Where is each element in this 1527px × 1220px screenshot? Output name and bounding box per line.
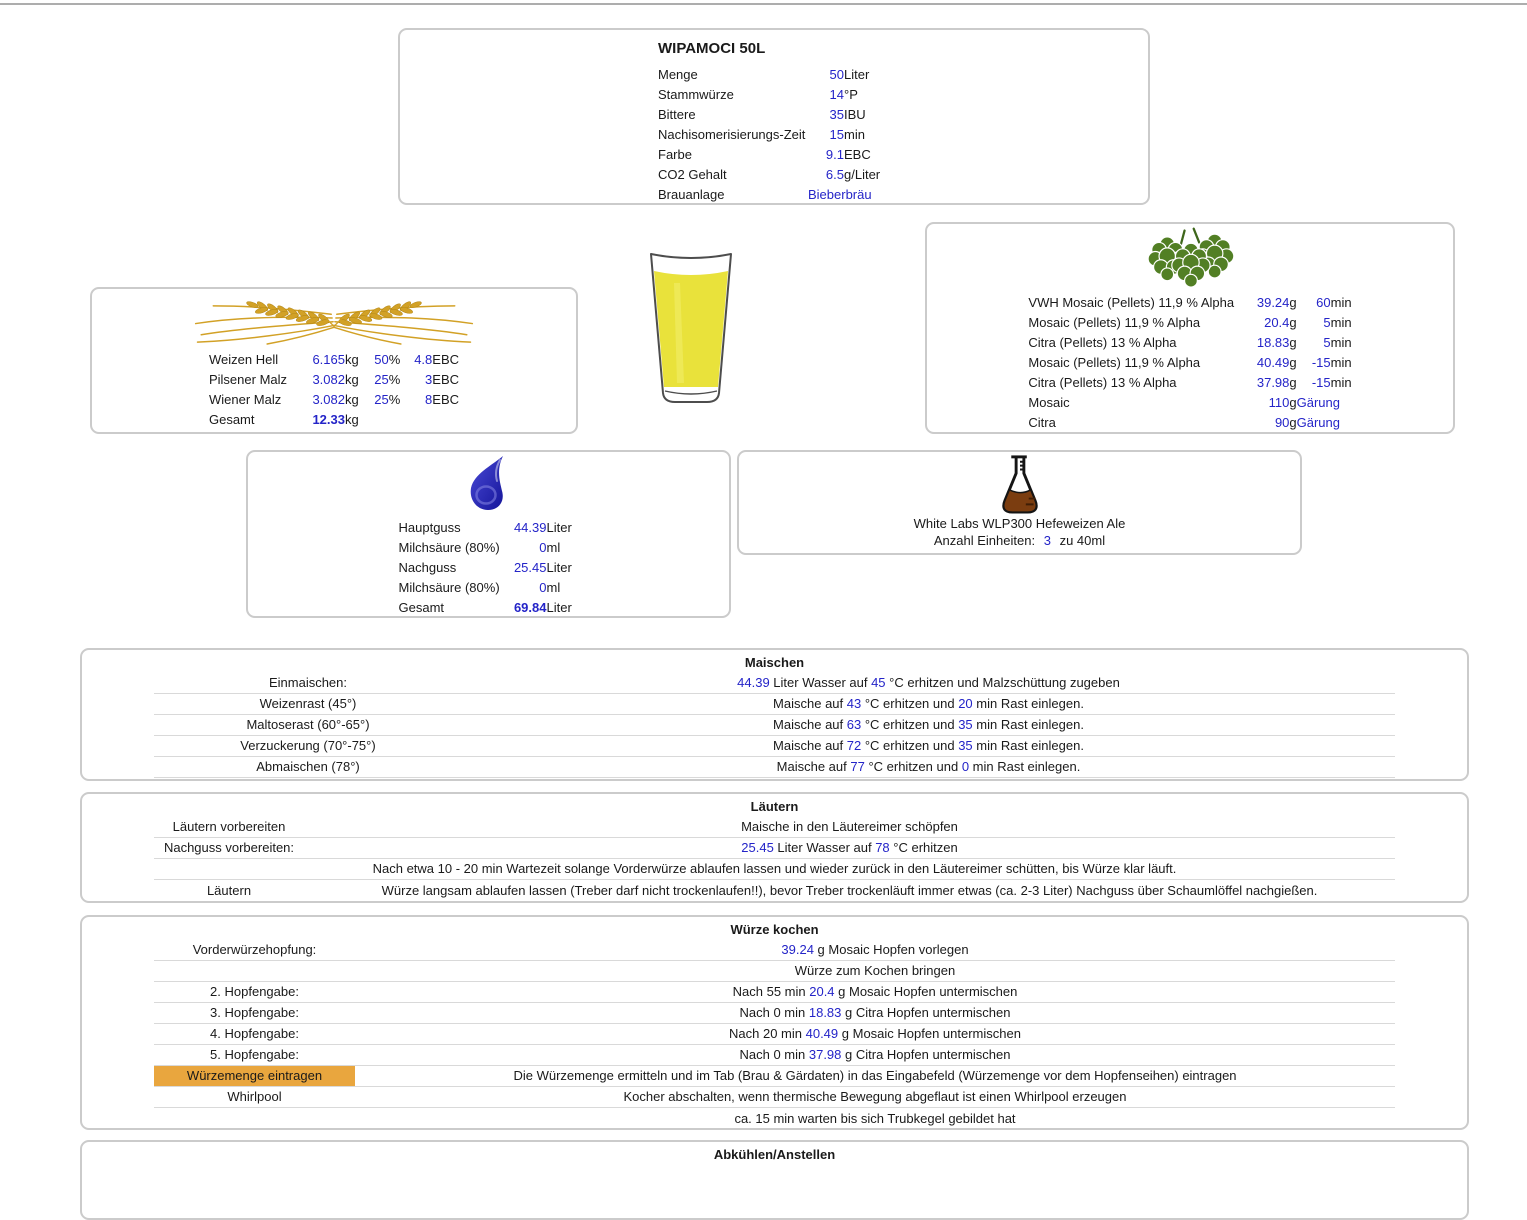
section-title: Läutern — [750, 799, 799, 814]
field-label: Menge — [658, 66, 698, 82]
water-unit: ml — [546, 539, 561, 555]
water-card — [246, 450, 731, 618]
step-value[interactable]: 39.24 — [781, 942, 814, 957]
step-row — [154, 838, 1395, 859]
step-label: Läutern — [206, 882, 252, 898]
step-text: min Rast einlegen. — [972, 696, 1084, 711]
water-value[interactable]: 69.84 — [513, 599, 547, 615]
hop-amount-unit: g — [1289, 354, 1297, 370]
step-description — [304, 881, 1395, 901]
water-label: Milchsäure (80%) — [398, 579, 500, 595]
step-text: g Citra Hopfen untermischen — [841, 1047, 1011, 1062]
step-label: Verzuckerung (70°-75°) — [240, 738, 376, 753]
recipe-summary-card — [398, 28, 1150, 205]
malt-total-value[interactable]: 12.33 — [312, 411, 345, 427]
malt-name: Pilsener Malz — [208, 371, 288, 387]
step-row — [154, 859, 1395, 880]
step-value[interactable]: 25.45 — [741, 840, 774, 855]
step-label: 4. Hopfengabe: — [210, 1026, 299, 1041]
malt-row — [209, 349, 459, 369]
water-row — [399, 577, 579, 597]
step-row — [154, 817, 1395, 838]
hop-row — [1028, 392, 1351, 412]
step-row — [154, 1108, 1395, 1129]
malt-total-row — [209, 409, 459, 429]
malts-card — [90, 287, 578, 434]
field-label: Farbe — [658, 146, 692, 162]
step-description — [462, 715, 1395, 735]
malt-ebc-value[interactable]: 8 — [425, 391, 433, 407]
section-title: Würze kochen — [730, 922, 819, 937]
hops-table — [1028, 292, 1351, 432]
hop-row — [1028, 292, 1351, 312]
step-label: 2. Hopfengabe: — [210, 984, 299, 999]
section-title: Abkühlen/Anstellen — [713, 1147, 836, 1162]
step-text: °C erhitzen und — [861, 696, 959, 711]
hop-time-value[interactable]: 60 — [1316, 294, 1331, 310]
hops-card — [925, 222, 1455, 434]
step-text: g Mosaic Hopfen vorlegen — [813, 942, 969, 957]
step-text: Maische auf — [776, 759, 851, 774]
step-text: Nach 0 min — [739, 1005, 809, 1020]
hop-name: Mosaic (Pellets) 11,9 % Alpha — [1028, 354, 1201, 370]
malt-ebc-value[interactable]: 3 — [425, 371, 433, 387]
step-text: Nach etwa 10 - 20 min Wartezeit solange Vorderwürze ablaufen lassen und wieder zurück in den Läutereimer schütten, bis Würze klar läuft. — [372, 861, 1177, 876]
step-description — [355, 1066, 1395, 1086]
malt-name: Weizen Hell — [208, 351, 279, 367]
barley-ears-icon — [184, 292, 484, 344]
recipe-row — [658, 84, 880, 104]
hop-amount-value[interactable]: 40.49 — [1256, 354, 1290, 370]
step-row — [154, 1045, 1395, 1066]
hop-name: Mosaic — [1028, 394, 1070, 410]
step-label: Whirlpool — [227, 1089, 282, 1104]
hop-amount-value[interactable]: 110 — [1268, 394, 1290, 410]
water-unit: Liter — [546, 519, 572, 535]
step-description — [355, 940, 1395, 960]
step-row — [154, 1003, 1395, 1024]
field-unit: °P — [844, 86, 858, 102]
hop-amount-value[interactable]: 90 — [1274, 414, 1290, 430]
field-unit: g/Liter — [844, 166, 881, 182]
beer-glass-icon — [644, 245, 738, 411]
section-abkuehlen-anstellen — [80, 1140, 1469, 1220]
step-text: °C erhitzen und Malzschüttung zugeben — [885, 675, 1120, 690]
hop-time-value[interactable]: -15 — [1311, 354, 1331, 370]
field-label: Nachisomerisierungs-Zeit — [658, 126, 806, 142]
hop-name: VWH Mosaic (Pellets) 11,9 % Alpha — [1028, 294, 1235, 310]
section-steps — [154, 673, 1395, 778]
step-description — [462, 736, 1395, 756]
step-row — [154, 880, 1395, 901]
yeast-units-value[interactable]: 3 — [1043, 533, 1051, 548]
malt-amount-unit: kg — [344, 371, 359, 387]
step-value[interactable]: 35 — [958, 717, 973, 732]
step-description — [355, 1087, 1395, 1107]
water-unit: Liter — [546, 559, 572, 575]
yeast-units-suffix: zu 40ml — [1059, 533, 1106, 548]
step-description — [154, 859, 1395, 879]
step-value[interactable]: 43 — [846, 696, 862, 711]
hop-time-unit: min — [1330, 354, 1352, 370]
malt-total-unit: kg — [344, 411, 359, 427]
step-description — [355, 1003, 1395, 1023]
step-text: Maische auf — [773, 696, 847, 711]
yeast-card — [737, 450, 1302, 555]
malt-amount-unit: kg — [344, 391, 359, 407]
step-value[interactable]: 77 — [850, 759, 865, 774]
malt-ebc-unit: EBC — [432, 351, 460, 367]
step-label: 5. Hopfengabe: — [210, 1047, 299, 1062]
step-value[interactable]: 45 — [871, 675, 886, 690]
step-description — [304, 817, 1395, 837]
hop-time-unit: min — [1330, 334, 1352, 350]
field-value-link[interactable]: Bieberbräu — [808, 186, 872, 202]
water-label: Milchsäure (80%) — [398, 539, 500, 555]
hop-time-unit: min — [1330, 294, 1352, 310]
step-label: Weizenrast (45°) — [259, 696, 357, 711]
yeast-units-label: Anzahl Einheiten: — [933, 533, 1036, 548]
step-description — [355, 1109, 1395, 1129]
water-row — [399, 597, 579, 617]
section-steps — [154, 817, 1395, 901]
hop-name: Mosaic (Pellets) 11,9 % Alpha — [1028, 314, 1201, 330]
step-description — [462, 673, 1395, 693]
step-label: Abmaischen (78°) — [256, 759, 360, 774]
malt-row — [209, 389, 459, 409]
recipe-row — [658, 184, 880, 204]
step-row — [154, 940, 1395, 961]
water-value[interactable]: 0 — [539, 579, 547, 595]
step-text: Die Würzemenge ermitteln und im Tab (Brau & Gärdaten) in das Eingabefeld (Würzemenge vor dem Hopfenseihen) eintragen — [513, 1068, 1237, 1083]
water-row — [399, 517, 579, 537]
step-label: Vorderwürzehopfung: — [192, 942, 317, 957]
water-value[interactable]: 44.39 — [513, 519, 547, 535]
recipe-row — [658, 164, 880, 184]
malt-amount-value[interactable]: 6.165 — [312, 351, 345, 367]
hop-amount-unit: g — [1289, 314, 1297, 330]
step-value[interactable]: 18.83 — [808, 1005, 842, 1020]
step-text: g Citra Hopfen untermischen — [841, 1005, 1011, 1020]
step-description — [462, 694, 1395, 714]
hop-amount-value[interactable]: 20.4 — [1264, 314, 1290, 330]
malt-total-label: Gesamt — [208, 411, 255, 427]
section-lautern — [80, 792, 1469, 903]
recipe-row — [658, 64, 880, 84]
step-row — [154, 694, 1395, 715]
hop-name: Citra — [1028, 414, 1056, 430]
recipe-row — [658, 104, 880, 124]
hop-time-value[interactable]: 5 — [1323, 314, 1331, 330]
water-label: Hauptguss — [398, 519, 461, 535]
malt-percent-unit: % — [388, 371, 401, 387]
malt-percent-value[interactable]: 25 — [374, 371, 389, 387]
water-label: Nachguss — [398, 559, 457, 575]
hop-cones-icon — [1138, 226, 1243, 288]
section-title: Maischen — [744, 655, 805, 670]
step-label: Maltoserast (60°-65°) — [246, 717, 370, 732]
spacer-cell — [359, 409, 459, 429]
step-label: Einmaischen: — [268, 675, 348, 690]
water-table — [399, 517, 579, 617]
hop-row — [1028, 352, 1351, 372]
step-text: Maische in den Läutereimer schöpfen — [741, 819, 958, 834]
step-text: Nach 55 min — [732, 984, 810, 999]
hop-amount-unit: g — [1289, 414, 1297, 430]
step-row — [154, 1087, 1395, 1108]
malt-name: Wiener Malz — [208, 391, 282, 407]
step-text: Kocher abschalten, wenn thermische Bewegung abgeflaut ist einen Whirlpool erzeugen — [623, 1089, 1127, 1104]
malt-percent-value[interactable]: 25 — [374, 391, 389, 407]
step-text: Würze zum Kochen bringen — [794, 963, 956, 978]
hop-amount-value[interactable]: 39.24 — [1256, 294, 1290, 310]
field-value[interactable]: 14 — [829, 86, 844, 102]
malt-amount-value[interactable]: 3.082 — [312, 391, 345, 407]
field-value[interactable]: 35 — [829, 106, 844, 122]
section-wuerze-kochen — [80, 915, 1469, 1130]
hop-amount-value[interactable]: 18.83 — [1256, 334, 1290, 350]
field-unit: Liter — [844, 66, 870, 82]
step-text: Maische auf — [773, 738, 847, 753]
water-value[interactable]: 0 — [539, 539, 547, 555]
step-row — [154, 1024, 1395, 1045]
step-label: Läutern vorbereiten — [172, 819, 286, 834]
erlenmeyer-flask-icon — [996, 453, 1044, 515]
step-row — [154, 757, 1395, 778]
water-drop-icon — [467, 454, 511, 512]
hop-time-unit: min — [1330, 374, 1352, 390]
step-description — [462, 757, 1395, 777]
step-value[interactable]: 44.39 — [737, 675, 770, 690]
section-steps — [154, 940, 1395, 1129]
step-text: min Rast einlegen. — [969, 759, 1081, 774]
step-text: Maische auf — [773, 717, 847, 732]
step-value[interactable]: 37.98 — [808, 1047, 842, 1062]
malt-percent-value[interactable]: 50 — [374, 351, 389, 367]
step-text: ca. 15 min warten bis sich Trubkegel gebildet hat — [734, 1110, 1016, 1126]
hop-time-link[interactable]: Gärung — [1296, 394, 1341, 410]
step-text: g Mosaic Hopfen untermischen — [838, 1026, 1021, 1041]
step-row — [154, 961, 1395, 982]
field-value[interactable]: 6.5 — [825, 166, 844, 182]
malt-row — [209, 369, 459, 389]
step-text: °C erhitzen und — [861, 717, 959, 732]
step-value[interactable]: 63 — [846, 717, 862, 732]
step-text: °C erhitzen und — [864, 759, 962, 774]
step-text: min Rast einlegen. — [972, 738, 1084, 753]
step-value[interactable]: 72 — [846, 738, 862, 753]
step-row — [154, 715, 1395, 736]
step-text: Nach 20 min — [729, 1026, 806, 1041]
hop-row — [1028, 332, 1351, 352]
field-label: Bittere — [658, 106, 696, 122]
step-label: 3. Hopfengabe: — [210, 1005, 299, 1020]
hop-time-value[interactable]: -15 — [1311, 374, 1331, 390]
hop-amount-value[interactable]: 37.98 — [1256, 374, 1290, 390]
field-unit: min — [844, 126, 865, 142]
hop-amount-unit: g — [1289, 294, 1297, 310]
hop-time-unit: min — [1330, 314, 1352, 330]
step-description — [355, 982, 1395, 1002]
step-text: Nach 0 min — [739, 1047, 809, 1062]
step-text: °C erhitzen — [889, 840, 958, 855]
water-row — [399, 557, 579, 577]
water-unit: ml — [546, 579, 561, 595]
field-unit: EBC — [844, 146, 871, 162]
step-text: Liter Wasser auf — [769, 675, 872, 690]
hop-row — [1028, 412, 1351, 432]
hop-amount-unit: g — [1289, 334, 1297, 350]
hop-time-link[interactable]: Gärung — [1296, 414, 1341, 430]
field-label: Brauanlage — [658, 186, 725, 202]
malt-ebc-unit: EBC — [432, 391, 460, 407]
step-label: Nachguss vorbereiten: — [163, 840, 295, 855]
hop-amount-unit: g — [1289, 374, 1297, 390]
malts-table — [209, 349, 459, 429]
step-description — [355, 961, 1395, 981]
step-value[interactable]: 40.49 — [805, 1026, 839, 1041]
step-row — [154, 673, 1395, 694]
section-maischen — [80, 648, 1469, 781]
hop-row — [1028, 312, 1351, 332]
step-description — [304, 838, 1395, 858]
step-text: Würze langsam ablaufen lassen (Treber darf nicht trockenlaufen!!), bevor Treber trockenläuft immer etwas (ca. 2-3 Liter) Nachguss über Schaumlöffel nachgießen. — [381, 882, 1318, 898]
recipe-row — [658, 124, 880, 144]
step-text: min Rast einlegen. — [972, 717, 1084, 732]
malt-ebc-value[interactable]: 4.8 — [414, 351, 433, 367]
step-value[interactable]: 0 — [961, 759, 970, 774]
recipe-row — [658, 144, 880, 164]
yeast-name: White Labs WLP300 Hefeweizen Ale — [913, 516, 1126, 531]
hop-name: Citra (Pellets) 13 % Alpha — [1028, 374, 1177, 390]
step-text: Liter Wasser auf — [773, 840, 876, 855]
hop-row — [1028, 372, 1351, 392]
water-unit: Liter — [546, 599, 572, 615]
recipe-summary-table — [658, 64, 880, 204]
step-text: °C erhitzen und — [861, 738, 959, 753]
step-row — [154, 982, 1395, 1003]
step-value[interactable]: 20.4 — [809, 984, 835, 999]
malt-amount-unit: kg — [344, 351, 359, 367]
step-row — [154, 1066, 1395, 1087]
water-label: Gesamt — [398, 599, 445, 615]
step-value[interactable]: 20 — [958, 696, 973, 711]
page-top-divider — [0, 3, 1527, 5]
step-label-highlighted: Würzemenge eintragen — [154, 1066, 355, 1086]
field-value[interactable]: 50 — [829, 66, 844, 82]
recipe-title: WIPAMOCI 50L — [658, 40, 766, 57]
malt-amount-value[interactable]: 3.082 — [312, 371, 345, 387]
field-label: Stammwürze — [658, 86, 734, 102]
hop-name: Citra (Pellets) 13 % Alpha — [1028, 334, 1177, 350]
step-value[interactable]: 78 — [875, 840, 890, 855]
step-description — [355, 1045, 1395, 1065]
water-row — [399, 537, 579, 557]
malt-percent-unit: % — [388, 351, 401, 367]
step-row — [154, 736, 1395, 757]
field-label: CO2 Gehalt — [658, 166, 727, 182]
water-value[interactable]: 25.45 — [513, 559, 547, 575]
step-description — [355, 1024, 1395, 1044]
field-unit: IBU — [844, 106, 866, 122]
yeast-units-line — [739, 533, 1300, 549]
hop-time-value[interactable]: 5 — [1323, 334, 1331, 350]
step-value[interactable]: 35 — [958, 738, 973, 753]
malt-ebc-unit: EBC — [432, 371, 460, 387]
step-text: g Mosaic Hopfen untermischen — [834, 984, 1018, 999]
field-value[interactable]: 9.1 — [825, 146, 844, 162]
hop-amount-unit: g — [1289, 394, 1297, 410]
malt-percent-unit: % — [388, 391, 401, 407]
field-value[interactable]: 15 — [829, 126, 844, 142]
